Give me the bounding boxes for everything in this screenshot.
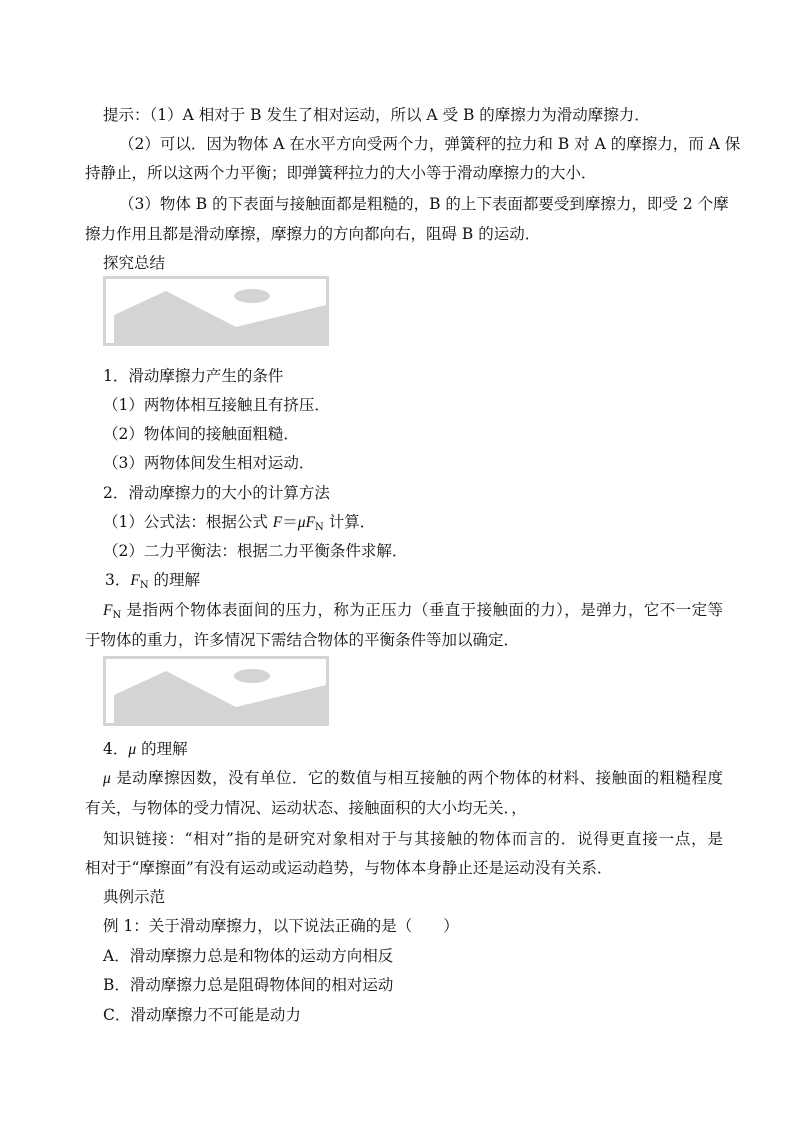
body-text-a: 是指两个物体表面间的压力，称为正压力（垂直于接触面的力），是弹力，它不一定等	[121, 601, 723, 619]
section-1-item-2: （2）物体间的接触面粗糙．	[103, 425, 299, 443]
option-b: B．滑动摩擦力总是阻碍物体间的相对运动	[103, 976, 394, 994]
hint-paragraph-1: 提示：（1）A 相对于 B 发生了相对运动，所以 A 受 B 的摩擦力为滑动摩擦力．	[103, 106, 650, 124]
section-3-body-line-2: 于物体的重力，许多情况下需结合物体的平衡条件等加以确定．	[85, 631, 520, 649]
body-text-a: 是动摩擦因数，没有单位．它的数值与相互接触的两个物体的材料、接触面的粗糙程度	[110, 769, 723, 787]
formula-F: F	[272, 514, 283, 531]
section-4-title	[103, 739, 723, 760]
example-heading: 典例示范	[103, 888, 166, 906]
image-placeholder-icon	[103, 276, 329, 346]
section-3-number: 3．	[105, 571, 131, 589]
formula-FN: F	[305, 514, 316, 531]
image-placeholder-icon	[103, 656, 329, 726]
body-F: F	[103, 602, 113, 619]
formula-prefix: （1）公式法：根据公式	[103, 513, 273, 531]
section-4-suffix: 的理解	[136, 740, 188, 758]
section-3-F: F	[130, 572, 140, 589]
section-2-item-2: （2）二力平衡法：根据二力平衡条件求解．	[103, 542, 408, 560]
section-4-body-line-2: 有关，与物体的受力情况、运动状态、接触面积的大小均无关．，	[85, 799, 527, 817]
formula-N-subscript: N	[315, 522, 324, 533]
section-3-N-subscript: N	[139, 580, 149, 591]
summary-heading: 探究总结	[103, 254, 166, 272]
section-2-title: 2．滑动摩擦力的大小的计算方法	[103, 484, 330, 502]
section-3-suffix: 的理解	[148, 571, 201, 589]
section-4-body-line-1	[103, 768, 723, 789]
option-a: A．滑动摩擦力总是和物体的运动方向相反	[103, 947, 394, 965]
section-4-number: 4．	[103, 740, 129, 758]
section-3-body-line-1	[103, 600, 723, 626]
section-2-item-1	[103, 512, 723, 538]
hint-paragraph-3-line-1: （3）物体 B 的下表面与接触面都是粗糙的，B 的上下表面都要受到摩擦力，即受 2 个摩	[119, 195, 729, 213]
option-c: C．滑动摩擦力不可能是动力	[103, 1006, 301, 1024]
example-question: 例 1：关于滑动摩擦力，以下说法正确的是（ ）	[103, 917, 459, 935]
knowledge-link-line-2: 相对于“摩擦面”有没有运动或运动趋势，与物体本身静止还是运动没有关系．	[85, 859, 613, 877]
section-1-title: 1．滑动摩擦力产生的条件	[103, 367, 284, 385]
section-1-item-1: （1）两物体相互接触且有挤压．	[103, 396, 330, 414]
hint-paragraph-3-line-2: 擦力作用且都是滑动摩擦，摩擦力的方向都向右，阻碍 B 的运动．	[85, 225, 541, 243]
hint-paragraph-2-line-2: 持静止，所以这两个力平衡；即弹簧秤拉力的大小等于滑动摩擦力的大小．	[85, 164, 597, 182]
section-3-title	[105, 570, 725, 596]
formula-mu: μ	[297, 514, 306, 531]
section-4-mu: μ	[128, 741, 137, 758]
formula-equals: ＝	[282, 513, 298, 531]
section-1-item-3: （3）两物体间发生相对运动．	[103, 454, 315, 472]
formula-suffix: 计算．	[323, 513, 376, 531]
hint-paragraph-2-line-1: （2）可以．因为物体 A 在水平方向受两个力，弹簧秤的拉力和 B 对 A 的摩擦力，而 A 保	[119, 135, 741, 153]
body-N-subscript: N	[112, 610, 122, 621]
body-mu: μ	[103, 770, 111, 787]
knowledge-link-line-1: 知识链接：“相对”指的是研究对象相对于与其接触的物体而言的．说得更直接一点，是	[103, 830, 723, 848]
